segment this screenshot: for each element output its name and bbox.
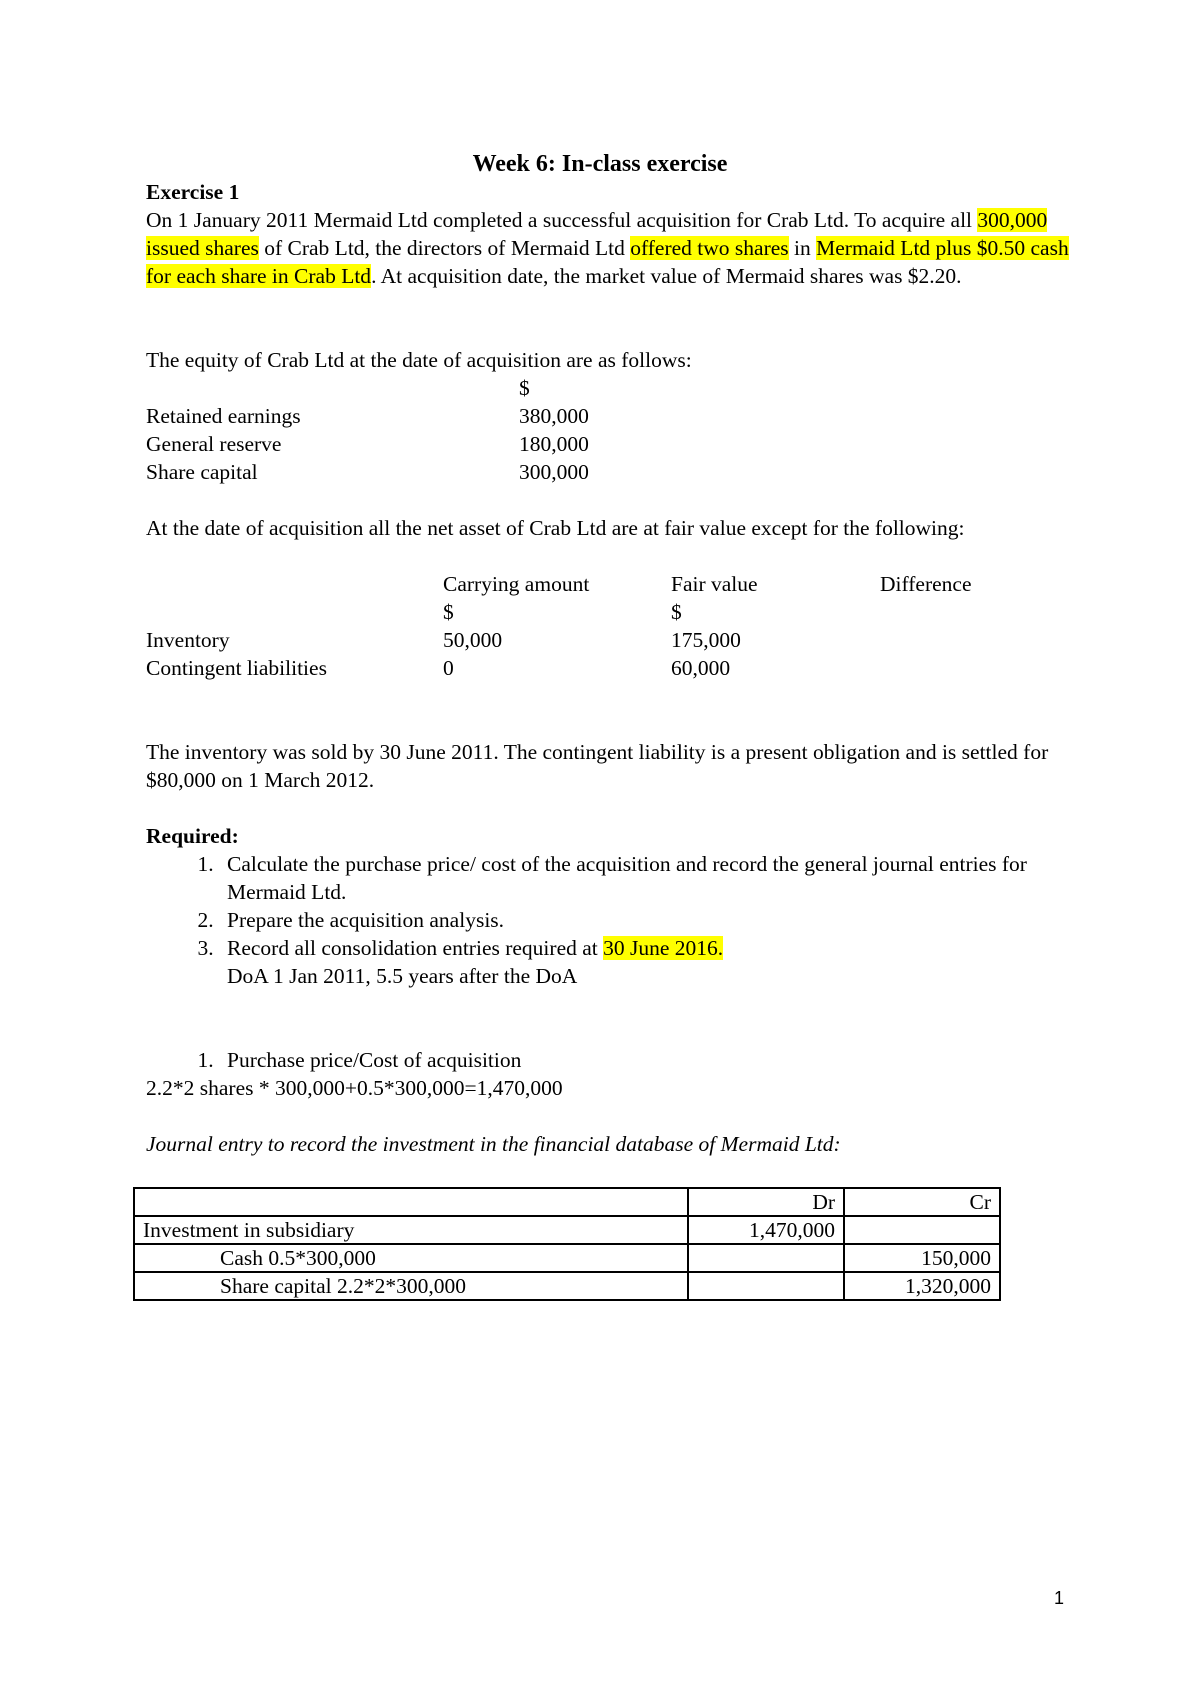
fair-value-section — [146, 514, 1076, 682]
table-row — [146, 626, 972, 654]
required-item-3-highlight: 30 June 2016. — [603, 936, 724, 960]
table-row — [146, 458, 589, 486]
required-item-1: Calculate the purchase price/ cost of the acquisition and record the general journal entries for Mermaid Ltd. — [227, 852, 1027, 904]
inventory-note-section — [146, 738, 1076, 794]
cost-calculation: 2.2*2 shares * 300,000+0.5*300,000=1,470,000 — [146, 1076, 563, 1100]
equity-value: 300,000 — [519, 460, 589, 484]
table-row — [146, 570, 972, 598]
exercise-heading: Exercise 1 — [146, 180, 240, 204]
currency-label: $ — [671, 600, 682, 624]
fair-value-table — [146, 570, 972, 682]
required-item-3: Record all consolidation entries required at — [227, 936, 604, 960]
column-header: Fair value — [671, 572, 758, 596]
table-row — [134, 1244, 1000, 1272]
list-item — [219, 906, 1076, 934]
table-row — [146, 402, 589, 430]
carrying-value: 0 — [443, 656, 454, 680]
equity-table — [146, 374, 589, 486]
required-item-3-note: DoA 1 Jan 2011, 5.5 years after the DoA — [227, 964, 578, 988]
exercise-section — [146, 178, 1076, 290]
intro-text-2: of Crab Ltd, the directors of Mermaid Ltd — [258, 236, 631, 260]
intro-text-1: On 1 January 2011 Mermaid Ltd completed a successful acquisition for Crab Ltd. To acquire all — [146, 208, 978, 232]
table-row — [146, 430, 589, 458]
list-item — [219, 1046, 1076, 1074]
inventory-note: The inventory was sold by 30 June 2011. The contingent liability is a present obligation and is settled for $80,000 on 1 March 2012. — [146, 740, 1049, 792]
account-name: Cash 0.5*300,000 — [134, 1244, 688, 1272]
intro-highlight-cash: Mermaid Ltd plus $0.50 cash for each share in Crab Ltd — [146, 236, 1069, 288]
equity-value: 180,000 — [519, 432, 589, 456]
required-item-2: Prepare the acquisition analysis. — [227, 908, 505, 932]
debit-amount: 1,470,000 — [688, 1216, 844, 1244]
table-row — [146, 654, 972, 682]
dr-header: Dr — [688, 1188, 844, 1216]
table-row — [134, 1272, 1000, 1300]
row-label: Inventory — [146, 628, 230, 652]
equity-value: 380,000 — [519, 404, 589, 428]
table-row — [134, 1216, 1000, 1244]
intro-highlight-shares: 300,000 issued shares — [146, 208, 1048, 260]
page-number: 1 — [1053, 1588, 1064, 1608]
page-title: Week 6: In-class exercise — [472, 151, 728, 177]
fair-value-intro: At the date of acquisition all the net asset of Crab Ltd are at fair value except for the following: — [146, 516, 965, 540]
credit-amount — [844, 1216, 1000, 1244]
currency-label: $ — [443, 600, 454, 624]
intro-paragraph — [146, 206, 1076, 290]
row-label: Contingent liabilities — [146, 656, 327, 680]
account-name: Share capital 2.2*2*300,000 — [134, 1272, 688, 1300]
credit-amount: 150,000 — [844, 1244, 1000, 1272]
table-row — [146, 598, 972, 626]
answer-item-1: Purchase price/Cost of acquisition — [227, 1048, 522, 1072]
answer-list — [146, 1046, 1076, 1074]
required-list — [146, 850, 1076, 990]
equity-label: Retained earnings — [146, 404, 301, 428]
table-row — [134, 1188, 1000, 1216]
debit-amount — [688, 1272, 844, 1300]
debit-amount — [688, 1244, 844, 1272]
carrying-value: 50,000 — [443, 628, 503, 652]
credit-amount: 1,320,000 — [844, 1272, 1000, 1300]
list-item — [219, 934, 1076, 990]
equity-label: General reserve — [146, 432, 282, 456]
required-section — [146, 822, 1076, 990]
fair-value: 175,000 — [671, 628, 741, 652]
column-header: Difference — [880, 572, 972, 596]
answer-section — [146, 1046, 1076, 1158]
fair-value: 60,000 — [671, 656, 731, 680]
cr-header: Cr — [844, 1188, 1000, 1216]
intro-text-4: . At acquisition date, the market value of Mermaid shares was $2.20. — [371, 264, 962, 288]
intro-highlight-offer: offered two shares — [630, 236, 789, 260]
account-name: Investment in subsidiary — [134, 1216, 688, 1244]
currency-label: $ — [519, 376, 530, 400]
journal-caption: Journal entry to record the investment in the financial database of Mermaid Ltd: — [146, 1132, 841, 1156]
required-heading: Required: — [146, 824, 239, 848]
intro-text-3: in — [788, 236, 817, 260]
journal-table — [133, 1187, 1001, 1301]
list-item — [219, 850, 1076, 906]
equity-label: Share capital — [146, 460, 258, 484]
table-row — [146, 374, 589, 402]
equity-section — [146, 346, 1076, 486]
column-header: Carrying amount — [443, 572, 590, 596]
equity-intro: The equity of Crab Ltd at the date of acquisition are as follows: — [146, 348, 692, 372]
